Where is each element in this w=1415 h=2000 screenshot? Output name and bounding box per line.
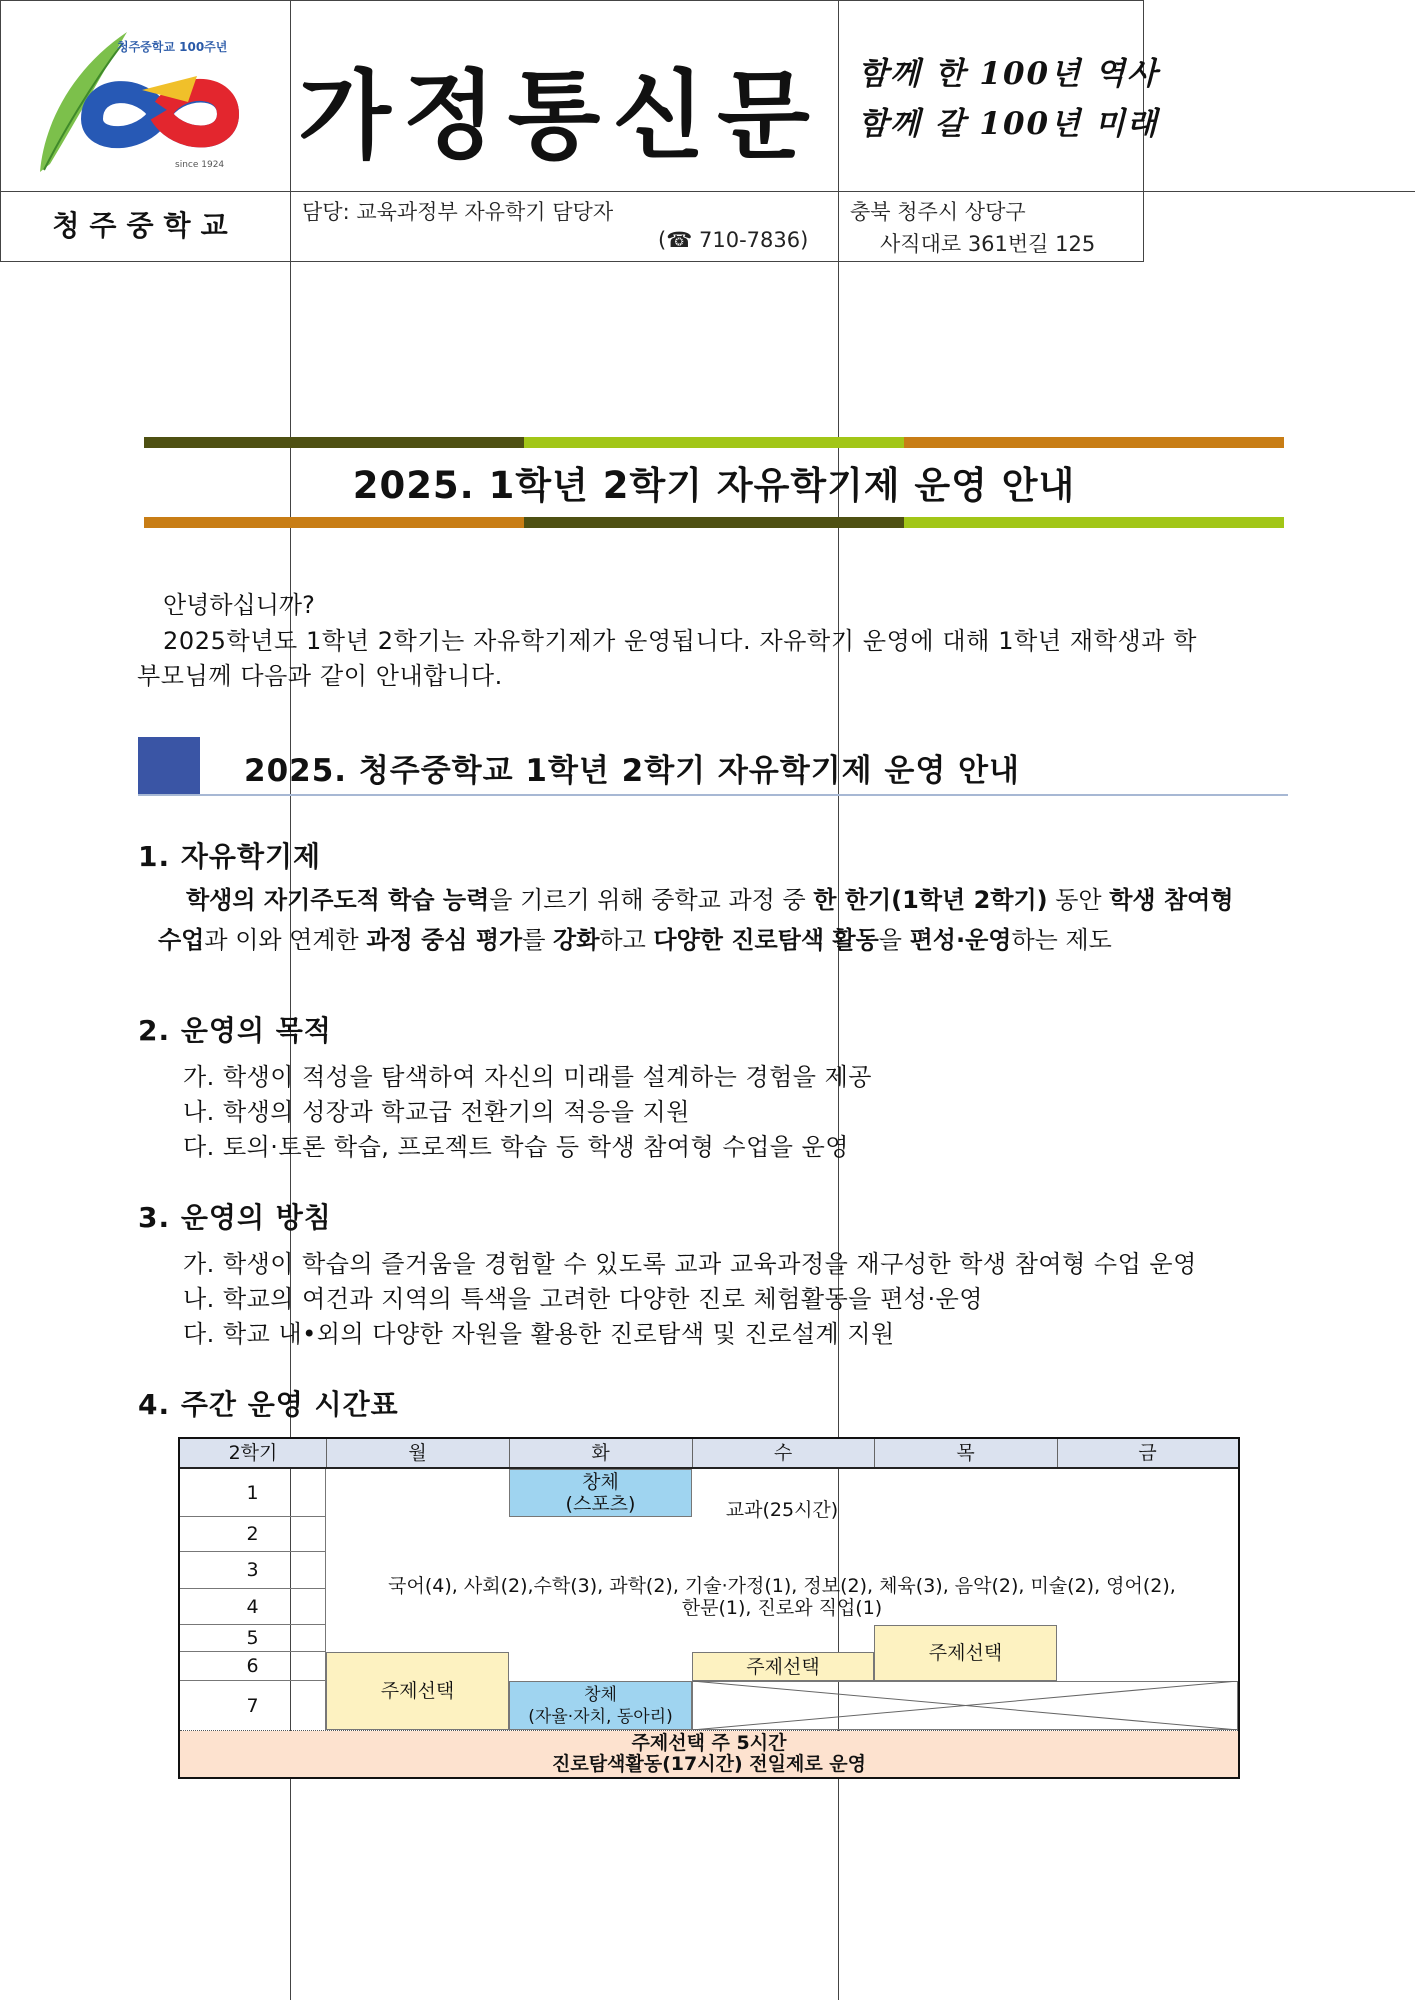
definition-line: 학생의 자기주도적 학습 능력을 기르기 위해 중학교 과정 중 한 한기(1학년 2학기) 동안 학생 참여형 — [186, 886, 1234, 914]
table-header-cell: 2학기 — [228, 1442, 278, 1464]
title-bar-segment — [904, 517, 1284, 528]
slogan-line: 함께 한 100년 역사 — [858, 56, 1159, 92]
address-line: 사직대로 361번길 125 — [880, 232, 1096, 256]
grid-line — [326, 1439, 327, 1467]
main-title: 2025. 1학년 2학기 자유학기제 운영 안내 — [352, 464, 1076, 507]
title-bar-segment — [524, 517, 904, 528]
period-cell: 7 — [180, 1681, 326, 1730]
school-logo — [22, 24, 272, 174]
period-cell: 1 — [180, 1469, 326, 1517]
greeting: 안녕하십니까? — [163, 591, 315, 619]
slogan-line: 함께 갈 100년 미래 — [858, 106, 1159, 142]
logo-since: since 1924 — [175, 160, 225, 170]
title-bar-segment — [144, 517, 524, 528]
table-header-cell: 금 — [1138, 1442, 1157, 1464]
grid-line — [692, 1439, 693, 1467]
heading-timetable: 4. 주간 운영 시간표 — [138, 1388, 399, 1421]
topic-choice-cell: 주제선택 — [874, 1625, 1057, 1681]
list-item: 다. 학교 내•외의 다양한 자원을 활용한 진로탐색 및 진로설계 지원 — [183, 1320, 895, 1348]
contact-phone: (☎ 710-7836) — [658, 228, 809, 252]
title-bar-segment — [904, 437, 1284, 448]
grid-line — [509, 1439, 510, 1467]
creative-club-cell: 창체 (자율·자치, 동아리) — [509, 1681, 692, 1730]
weekly-timetable — [178, 1437, 1240, 1779]
definition-line: 수업과 이와 연계한 과정 중심 평가를 강화하고 다양한 진로탐색 활동을 편성·운영하는 제도 — [158, 926, 1112, 954]
period-cell: 5 — [180, 1625, 326, 1652]
contact-label: 담당: 교육과정부 자유학기 담당자 — [302, 200, 614, 224]
logo-caption: 청주중학교 100주년 — [117, 40, 228, 54]
school-name: 청주중학교 — [52, 209, 238, 242]
grid-line — [1057, 1439, 1058, 1467]
table-header-cell: 월 — [408, 1442, 427, 1464]
intro-line: 2025학년도 1학년 2학기는 자유학기제가 운영됩니다. 자유학기 운영에 대해 1학년 재학생과 학 — [163, 627, 1198, 655]
address-line: 충북 청주시 상당구 — [850, 200, 1026, 224]
newsletter-title: 가정통신문 — [298, 60, 822, 172]
intro-line: 부모님께 다음과 같이 안내합니다. — [137, 662, 503, 690]
section-marker — [138, 737, 200, 795]
period-cell: 4 — [180, 1589, 326, 1625]
title-bar-segment — [524, 437, 904, 448]
timetable-footer: 주제선택 주 5시간 진로탐색활동(17시간) 전일제로 운영 — [180, 1731, 1238, 1777]
subjects-list: 국어(4), 사회(2),수학(3), 과학(2), 기술·가정(1), 정보(2), 체육(3), 음악(2), 미술(2), 영어(2), 한문(1), 진로와 직업(1) — [388, 1575, 1176, 1619]
title-bar-segment — [144, 437, 524, 448]
topic-choice-cell: 주제선택 — [692, 1652, 874, 1681]
topic-choice-cell: 주제선택 — [326, 1652, 509, 1730]
heading-free-semester: 1. 자유학기제 — [138, 840, 322, 873]
grid-line — [180, 1467, 1238, 1469]
list-item: 가. 학생이 적성을 탐색하여 자신의 미래를 설계하는 경험을 제공 — [183, 1063, 872, 1091]
list-item: 다. 토의·토론 학습, 프로젝트 학습 등 학생 참여형 수업을 운영 — [183, 1133, 849, 1161]
section-underline — [138, 794, 1288, 796]
period-cell: 3 — [180, 1552, 326, 1589]
empty-cell-cross — [692, 1681, 1238, 1730]
creative-sports-cell: 창체 (스포츠) — [509, 1469, 692, 1517]
list-item: 가. 학생이 학습의 즐거움을 경험할 수 있도록 교과 교육과정을 재구성한 학생 참여형 수업 운영 — [183, 1250, 1197, 1278]
subjects-title: 교과(25시간) — [725, 1499, 839, 1521]
heading-purpose: 2. 운영의 목적 — [138, 1014, 332, 1047]
list-item: 나. 학생의 성장과 학교급 전환기의 적응을 지원 — [183, 1098, 690, 1126]
section-title: 2025. 청주중학교 1학년 2학기 자유학기제 운영 안내 — [244, 753, 1020, 789]
period-cell: 6 — [180, 1652, 326, 1681]
table-header-cell: 목 — [956, 1442, 975, 1464]
table-header-cell: 화 — [591, 1442, 610, 1464]
table-header-cell: 수 — [773, 1442, 793, 1464]
newsletter-header — [0, 0, 1159, 262]
grid-line — [874, 1439, 875, 1467]
list-item: 나. 학교의 여건과 지역의 특색을 고려한 다양한 진로 체험활동을 편성·운영 — [183, 1285, 983, 1313]
heading-policy: 3. 운영의 방침 — [138, 1201, 332, 1234]
period-cell: 2 — [180, 1517, 326, 1552]
